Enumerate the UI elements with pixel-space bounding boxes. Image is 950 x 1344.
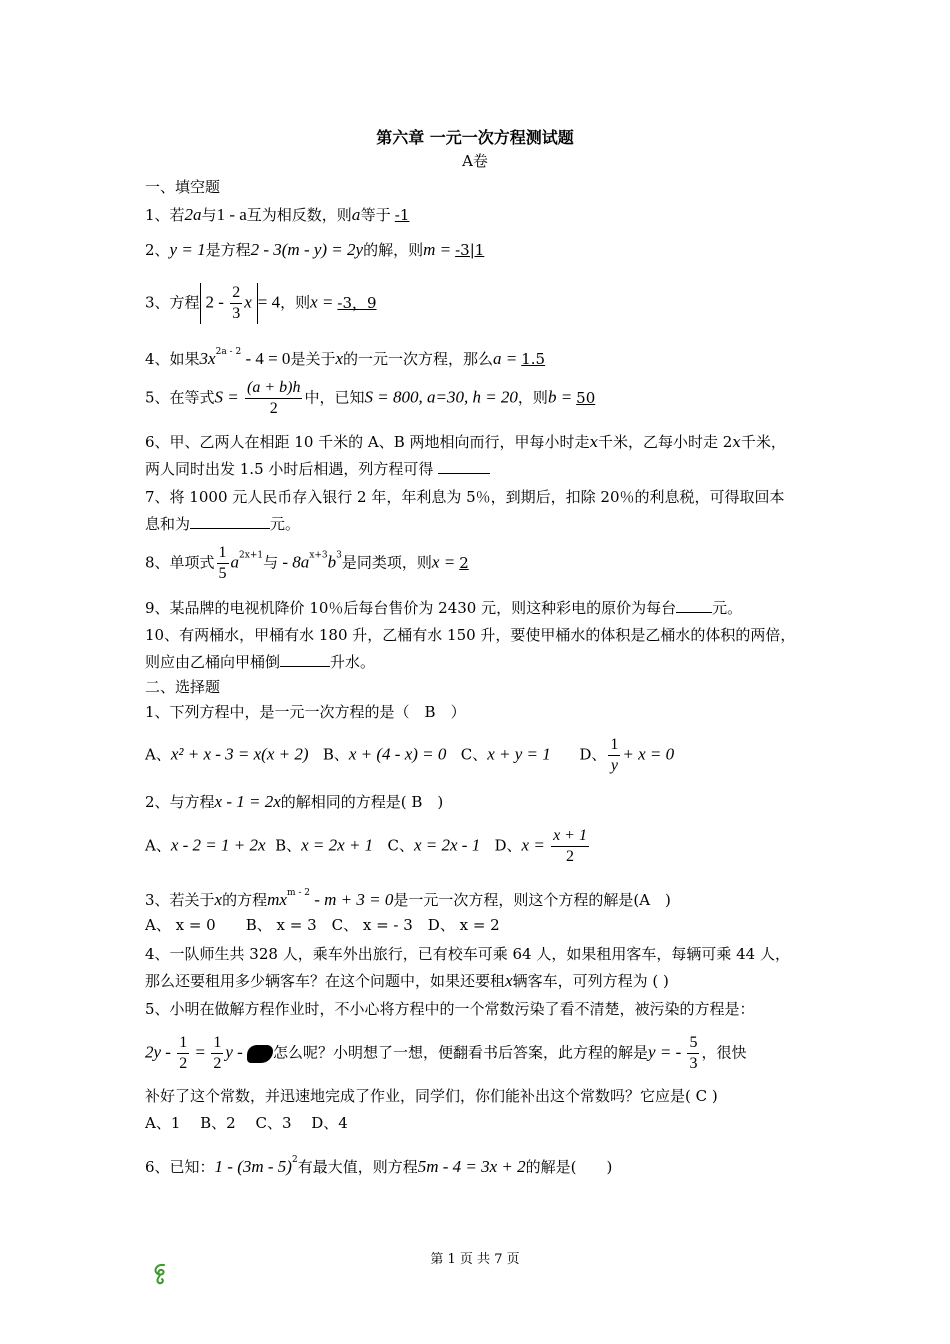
answer-3: -3，9: [337, 293, 377, 312]
question-6-line-2: 两人同时出发 1.5 小时后相遇，列方程可得: [145, 459, 490, 479]
answer-5: 50: [576, 388, 596, 407]
answer-8: 2: [459, 553, 469, 572]
answer-blank-7: [190, 514, 270, 529]
question-6-line-1: 6、甲、乙两人在相距 10 千米的 A、B 两地相向而行，甲每小时走x千米，乙每小时走 2x千米，: [145, 433, 786, 451]
question-7-line-2: 息和为 元。: [145, 515, 301, 533]
ink-blot: [247, 1045, 273, 1063]
answer-blank-6: [438, 459, 490, 474]
choice-2-question: 2、与方程x - 1 = 2x的解相同的方程是( B ): [145, 792, 444, 811]
question-4: 4、如果$3x^{2a - 2} - 4 = 0$是关于x的一元一次方程，那么a = 1.5: [145, 342, 549, 369]
page-footer: 第 1 页 共 7 页: [430, 1252, 520, 1267]
section-choice: 二、选择题: [145, 678, 221, 696]
question-10-line-1: 10、有两桶水，甲桶有水 180 升，乙桶有水 150 升，要使甲桶水的体积是乙桶水的体积的两倍，: [145, 626, 796, 644]
leaf-logo-icon: [150, 1262, 172, 1286]
choice-2-options: A、x - 2 = 1 + 2x B、x = 2x + 1 C、x = 2x - 1 D、x = $\frac{x + 1}{2}$: [145, 827, 587, 865]
choice-6-question: 6、已知：1 - (3m - 5)$^2$有最大值，则方程5m - 4 = 3x + 2的解是( ): [145, 1155, 613, 1176]
page-subtitle: A卷: [462, 152, 488, 170]
choice-3-question: 3、若关于x的方程$mx^{m - 2} - m + 3 = 0$是一元一次方程，则这个方程的解是(A ): [145, 888, 671, 909]
answer-blank-10: [280, 652, 330, 667]
answer-2: -3|1: [455, 241, 485, 259]
choice-3-options: A、 x = 0 B、 x = 3 C、 x = - 3 D、 x = 2: [145, 916, 500, 934]
choice-5-line-3: 补好了这个常数，并迅速地完成了作业，同学们，你们能补出这个常数吗？它应是( C ): [145, 1087, 718, 1105]
page-title: 第六章 一元一次方程测试题: [376, 128, 574, 147]
question-7-line-1: 7、将 1000 元人民币存入银行 2 年，年利息为 5％，到期后，扣除 20％的利息税，可得取回本: [145, 488, 785, 506]
section-fill-blank: 一、填空题: [145, 178, 221, 196]
question-8: 8、单项式 $\frac{1}{5}$ $a^{2x+1}$与 - $8a^{x+3}b^3$是同类项，则x = 2: [145, 543, 473, 584]
choice-5-line-1: 5、小明在做解方程作业时，不小心将方程中的一个常数污染了看不清楚，被污染的方程是：: [145, 1000, 755, 1018]
choice-4-line-2: 那么还要租用多少辆客车？在这个问题中，如果还要租x辆客车，可列方程为 ( ): [145, 971, 669, 990]
question-1: 1、若2a与1 - a互为相反数，则a等于 -1: [145, 205, 413, 225]
choice-4-line-1: 4、一队师生共 328 人，乘车外出旅行，已有校车可乘 64 人，如果租用客车，每辆可乘 44 人，: [145, 945, 790, 963]
choice-1-options: A、x² + x - 3 = x(x + 2) B、x + (4 - x) = 0 C、x + y = 1 D、 $\frac{1}{y}$ + x = 0: [145, 736, 675, 774]
choice-5-line-2: 2y - $\frac{1}{2}$ = $\frac{1}{2}$ y - 怎么呢？小明想了一想，便翻看书后答案，此方程的解是y = - $\frac{5}{3}$ ，很快: [145, 1034, 747, 1072]
choice-5-options: A、1 B、2 C、3 D、4: [145, 1114, 348, 1132]
question-5: 5、在等式S = $\frac{(a + b)h}{2}$ 中，已知S = 800, a=30, h = 20，则b = 50: [145, 378, 599, 419]
question-2: 2、y = 1是方程2 - 3(m - y) = 2y的解，则m = -3|1: [145, 240, 488, 260]
answer-1: -1: [394, 206, 410, 224]
choice-1-question: 1、下列方程中，是一元一次方程的是（ B ）: [145, 703, 466, 721]
question-10-line-2: 则应由乙桶向甲桶倒 升水。: [145, 653, 376, 671]
question-3: 3、方程 2 - $\frac{2}{3}$ x = 4，则x = -3，9: [145, 283, 381, 324]
answer-blank-9: [676, 598, 712, 613]
question-9: 9、某品牌的电视机降价 10％后每台售价为 2430 元，则这种彩电的原价为每台 元。: [145, 599, 743, 617]
answer-4: 1.5: [521, 350, 546, 368]
